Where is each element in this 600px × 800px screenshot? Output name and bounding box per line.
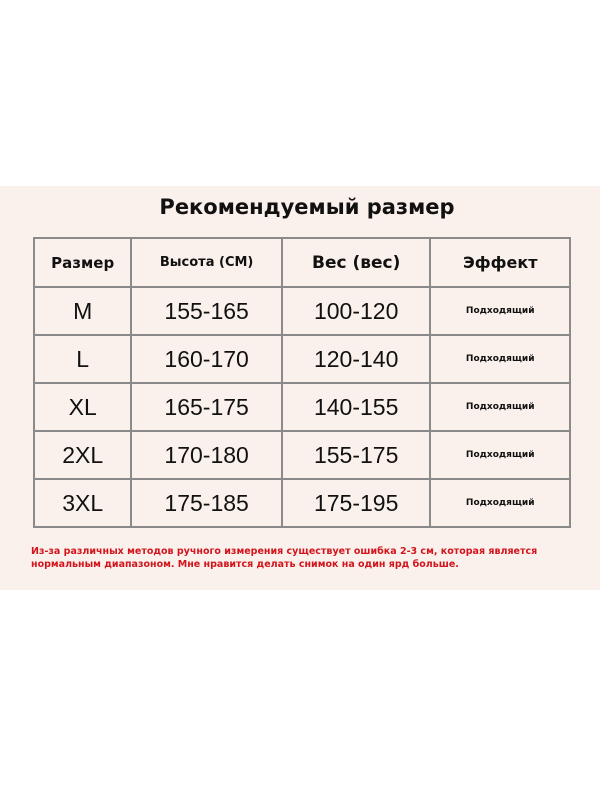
cell-height: 175-185 (131, 479, 282, 527)
header-height: Высота (CM) (131, 238, 282, 287)
header-weight: Вес (вес) (282, 238, 431, 287)
cell-size: M (34, 287, 131, 335)
cell-size: XL (34, 383, 131, 431)
cell-size: L (34, 335, 131, 383)
table-header-row (34, 238, 570, 287)
table-row (34, 431, 570, 479)
table-row (34, 287, 570, 335)
cell-effect: Подходящий (430, 479, 570, 527)
cell-effect: Подходящий (430, 383, 570, 431)
cell-weight: 175-195 (282, 479, 431, 527)
cell-effect: Подходящий (430, 335, 570, 383)
table-row (34, 479, 570, 527)
table-row (34, 383, 570, 431)
cell-height: 170-180 (131, 431, 282, 479)
cell-weight: 140-155 (282, 383, 431, 431)
cell-height: 165-175 (131, 383, 282, 431)
measurement-note: Из-за различных методов ручного измерения существует ошибка 2-3 см, которая является нормальным диапазоном. Мне нравится делать снимок на один ярд больше. (31, 546, 538, 570)
cell-height: 155-165 (131, 287, 282, 335)
cell-weight: 155-175 (282, 431, 431, 479)
chart-title: Рекомендуемый размер (159, 195, 455, 219)
cell-effect: Подходящий (430, 287, 570, 335)
size-table (33, 237, 571, 528)
cell-weight: 120-140 (282, 335, 431, 383)
cell-weight: 100-120 (282, 287, 431, 335)
cell-effect: Подходящий (430, 431, 570, 479)
header-effect: Эффект (430, 238, 570, 287)
cell-size: 3XL (34, 479, 131, 527)
cell-size: 2XL (34, 431, 131, 479)
header-size: Размер (34, 238, 131, 287)
table-row (34, 335, 570, 383)
cell-height: 160-170 (131, 335, 282, 383)
